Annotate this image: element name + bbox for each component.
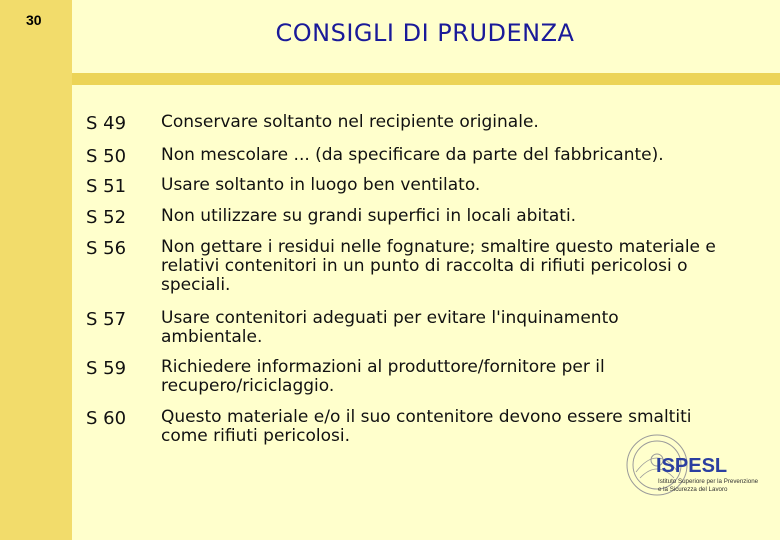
phrase-code: S 59	[86, 358, 127, 379]
phrase-text: Questo materiale e/o il suo contenitore devono essere smaltiti come rifiuti pericolosi.	[161, 407, 692, 446]
phrase-code: S 57	[86, 309, 127, 330]
phrase-text: Conservare soltanto nel recipiente originale.	[161, 112, 539, 132]
phrase-text: Usare contenitori adeguati per evitare l'inquinamento ambientale.	[161, 308, 619, 347]
logo-name: ISPESL	[656, 455, 728, 477]
slide-title: CONSIGLI DI PRUDENZA	[275, 19, 575, 47]
phrase-text: Usare soltanto in luogo ben ventilato.	[161, 175, 481, 195]
phrase-code: S 49	[86, 113, 127, 134]
ispesl-logo	[624, 432, 780, 498]
phrase-text: Richiedere informazioni al produttore/fornitore per il recupero/riciclaggio.	[161, 357, 605, 396]
phrase-text: Non mescolare ... (da specificare da parte del fabbricante).	[161, 145, 664, 165]
phrase-text: Non gettare i residui nelle fognature; smaltire questo materiale e relativi contenitori in un punto di raccolta di rifiuti pericolosi o speciali.	[161, 237, 716, 295]
slide-number: 30	[26, 12, 42, 28]
logo-line-1: Istituto Superiore per la Prevenzione	[658, 478, 759, 485]
phrase-code: S 56	[86, 238, 127, 259]
title-underline-bar	[72, 73, 780, 85]
phrase-code: S 50	[86, 146, 127, 167]
phrase-code: S 51	[86, 176, 127, 197]
phrase-code: S 60	[86, 408, 127, 429]
phrase-text: Non utilizzare su grandi superfici in locali abitati.	[161, 206, 577, 226]
logo-line-2: e la Sicurezza del Lavoro	[658, 486, 728, 493]
left-band	[0, 0, 72, 540]
phrase-code: S 52	[86, 207, 127, 228]
